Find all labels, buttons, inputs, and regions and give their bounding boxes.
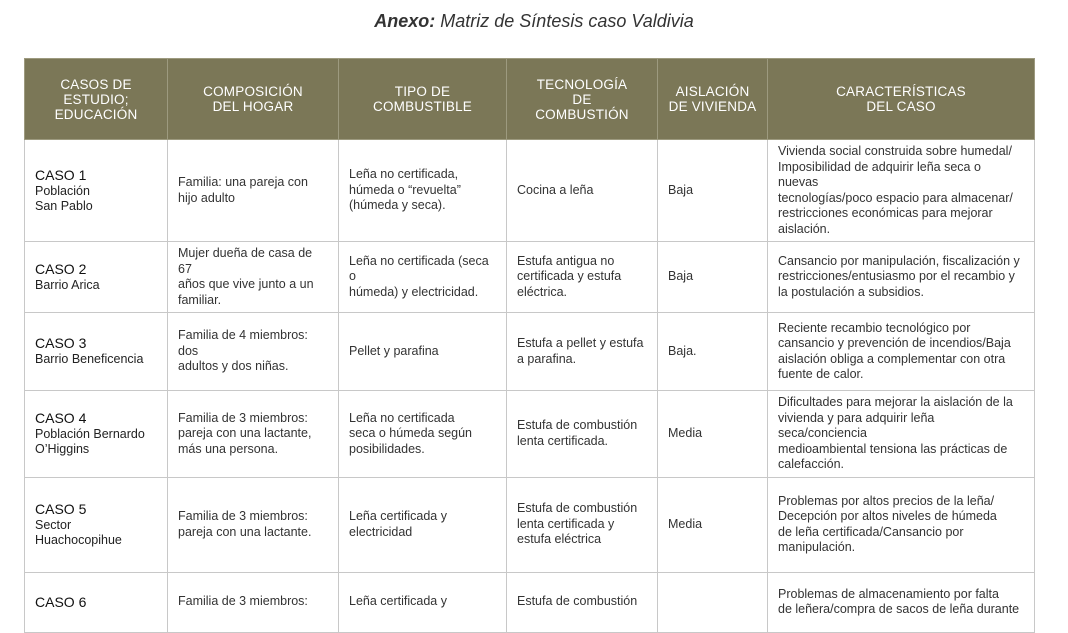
insulation-cell: Media	[658, 391, 768, 478]
synthesis-matrix-table	[24, 58, 1035, 633]
household-cell: Familia de 3 miembros: pareja con una lactante.	[168, 477, 339, 572]
insulation-cell: Baja	[658, 242, 768, 313]
characteristics-cell: Dificultades para mejorar la aislación de la vivienda y para adquirir leña seca/conciencia medioambiental tensiona las prácticas de calefacción.	[768, 391, 1035, 478]
fuel-cell: Leña certificada y	[339, 572, 507, 632]
case-number: CASO 4	[35, 409, 87, 426]
case-cell	[25, 477, 168, 572]
fuel-cell: Leña certificada y electricidad	[339, 477, 507, 572]
table-row	[25, 140, 1035, 242]
technology-cell: Estufa de combustión	[507, 572, 658, 632]
table-row	[25, 242, 1035, 313]
technology-cell: Cocina a leña	[507, 140, 658, 242]
characteristics-cell: Problemas por altos precios de la leña/ Decepción por altos niveles de húmeda de leña certificada/Cansancio por manipulación.	[768, 477, 1035, 572]
case-cell	[25, 140, 168, 242]
case-number: CASO 1	[35, 166, 87, 183]
technology-cell: Estufa de combustión lenta certificada y estufa eléctrica	[507, 477, 658, 572]
header-composicion: COMPOSICIÓN DEL HOGAR	[168, 59, 339, 140]
case-number: CASO 5	[35, 500, 87, 517]
title-prefix: Anexo:	[374, 11, 436, 31]
technology-cell: Estufa de combustión lenta certificada.	[507, 391, 658, 478]
title-text: Matriz de Síntesis caso Valdivia	[440, 11, 694, 31]
case-cell	[25, 572, 168, 632]
case-location: Barrio Beneficencia	[35, 352, 144, 367]
header-combustible: TIPO DE COMBUSTIBLE	[339, 59, 507, 140]
household-cell: Familia de 3 miembros:	[168, 572, 339, 632]
insulation-cell: Baja	[658, 140, 768, 242]
case-location: Población Bernardo O’Higgins	[35, 426, 145, 457]
table-header-row	[25, 59, 1035, 140]
household-cell: Familia de 4 miembros: dos adultos y dos niñas.	[168, 313, 339, 391]
insulation-cell: Media	[658, 477, 768, 572]
table-row	[25, 313, 1035, 391]
case-location: Población San Pablo	[35, 183, 93, 213]
case-cell	[25, 313, 168, 391]
case-location: Barrio Arica	[35, 277, 100, 292]
table-row	[25, 572, 1035, 632]
household-cell: Familia de 3 miembros: pareja con una lactante, más una persona.	[168, 391, 339, 478]
insulation-cell	[658, 572, 768, 632]
household-cell: Mujer dueña de casa de 67 años que vive junto a un familiar.	[168, 242, 339, 313]
table-row	[25, 477, 1035, 572]
technology-cell: Estufa a pellet y estufa a parafina.	[507, 313, 658, 391]
characteristics-cell: Reciente recambio tecnológico por cansancio y prevención de incendios/Baja aislación obliga a complementar con otra fuente de calor.	[768, 313, 1035, 391]
case-cell	[25, 242, 168, 313]
characteristics-cell: Vivienda social construida sobre humedal/ Imposibilidad de adquirir leña seca o nuevas tecnologías/poco espacio para almacenar/ restricciones económicas para mejorar aislación.	[768, 140, 1035, 242]
insulation-cell: Baja.	[658, 313, 768, 391]
characteristics-cell: Cansancio por manipulación, fiscalización y restricciones/entusiasmo por el recambio y la postulación a subsidios.	[768, 242, 1035, 313]
page-title	[0, 11, 1068, 32]
fuel-cell: Leña no certificada, húmeda o “revuelta” (húmeda y seca).	[339, 140, 507, 242]
technology-cell: Estufa antigua no certificada y estufa eléctrica.	[507, 242, 658, 313]
case-number: CASO 2	[35, 260, 87, 277]
header-tecnologia: TECNOLOGÍA DE COMBUSTIÓN	[507, 59, 658, 140]
fuel-cell: Pellet y parafina	[339, 313, 507, 391]
fuel-cell: Leña no certificada (seca o húmeda) y electricidad.	[339, 242, 507, 313]
header-casos: CASOS DE ESTUDIO; EDUCACIÓN	[25, 59, 168, 140]
case-location: Sector Huachocopihue	[35, 517, 122, 547]
header-caracteristicas: CARACTERÍSTICAS DEL CASO	[768, 59, 1035, 140]
case-number: CASO 3	[35, 335, 87, 352]
fuel-cell: Leña no certificada seca o húmeda según posibilidades.	[339, 391, 507, 478]
household-cell: Familia: una pareja con hijo adulto	[168, 140, 339, 242]
table-row	[25, 391, 1035, 478]
characteristics-cell: Problemas de almacenamiento por falta de leñera/compra de sacos de leña durante	[768, 572, 1035, 632]
case-cell	[25, 391, 168, 478]
case-number: CASO 6	[35, 593, 87, 610]
header-aislacion: AISLACIÓN DE VIVIENDA	[658, 59, 768, 140]
